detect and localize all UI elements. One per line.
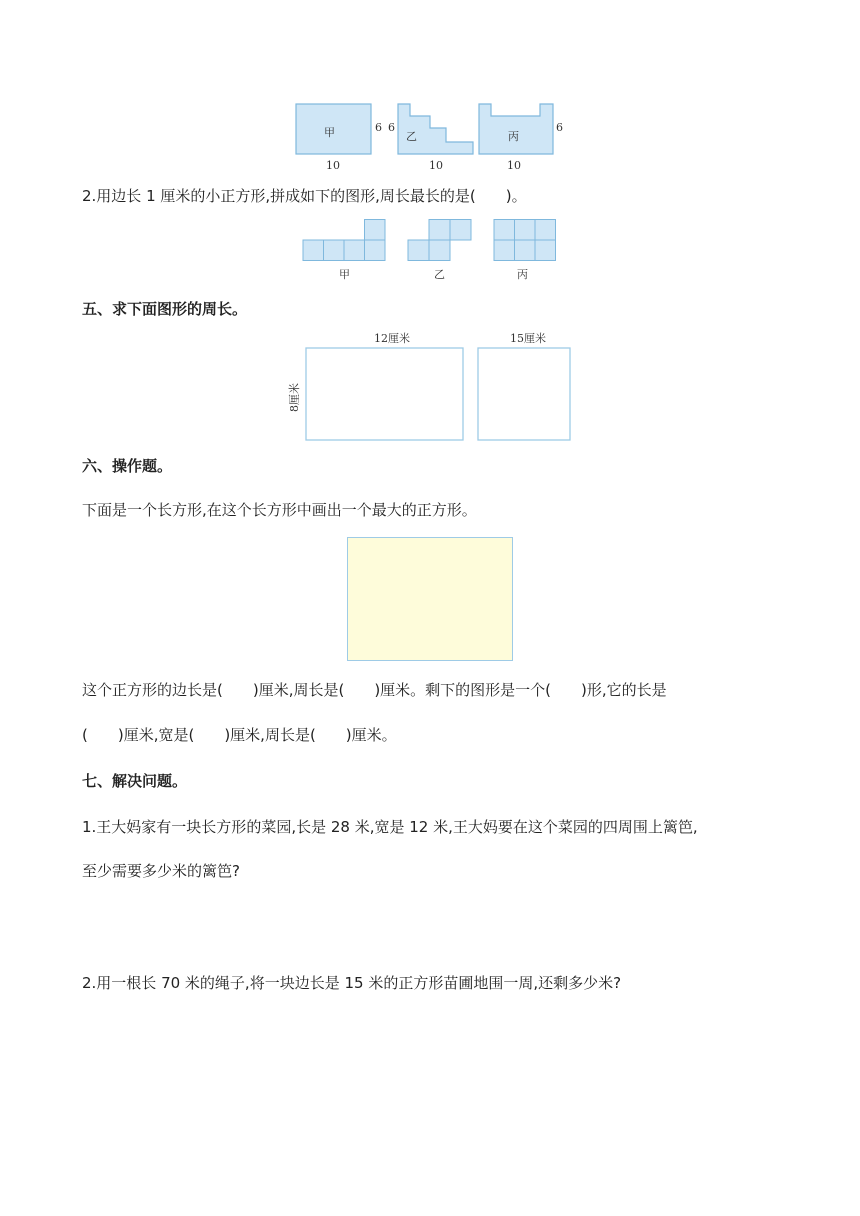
figure-jia [303,220,385,261]
figure-bing-label: 丙 [517,268,528,281]
figure-bing [494,220,556,261]
problem-2: 2.用一根长 70 米的绳子,将一块边长是 15 米的正方形苗圃地围一周,还剩多少米? [82,974,622,992]
unit-square-figure [300,216,562,284]
rect-width-label: 12厘米 [374,332,410,345]
figure-yi-label: 乙 [434,268,445,281]
drawing-rectangle[interactable] [347,537,513,661]
shape-bing [479,104,553,154]
shape-jia-width: 10 [326,159,340,172]
problem-1-line-2: 至少需要多少米的篱笆? [82,862,240,880]
shape-yi-label: 乙 [406,130,417,143]
section-7-heading: 七、解决问题。 [82,772,188,790]
shape-jia-label: 甲 [324,126,335,139]
question-2-text: 2.用边长 1 厘米的小正方形,拼成如下的图形,周长最长的是( )。 [82,187,527,205]
section-5-figure [282,328,582,446]
section-6-instruction: 下面是一个长方形,在这个长方形中画出一个最大的正方形。 [82,501,477,519]
shape-bing-width: 10 [507,159,521,172]
shape-jia-height: 6 [375,121,382,134]
section-6-heading: 六、操作题。 [82,457,173,475]
shape-yi [398,104,473,154]
section-6-fill-line-2: ( )厘米,宽是( )厘米,周长是( )厘米。 [82,726,397,744]
section-6-fill-line-1: 这个正方形的边长是( )厘米,周长是( )厘米。剩下的图形是一个( )形,它的长是 [82,681,667,699]
square-15 [478,348,570,440]
square-side-label: 15厘米 [510,332,546,345]
rect-height-label: 8厘米 [288,383,301,412]
shape-yi-width: 10 [429,159,443,172]
perimeter-shapes-figure [290,98,580,174]
figure-yi [408,220,471,261]
shape-yi-height: 6 [388,121,395,134]
section-5-heading: 五、求下面图形的周长。 [82,300,248,318]
figure-jia-label: 甲 [339,268,350,281]
rectangle-12x8 [306,348,463,440]
shape-bing-label: 丙 [508,130,519,143]
shape-bing-height: 6 [556,121,563,134]
problem-1-line-1: 1.王大妈家有一块长方形的菜园,长是 28 米,宽是 12 米,王大妈要在这个菜园的四周围上篱笆, [82,818,698,836]
